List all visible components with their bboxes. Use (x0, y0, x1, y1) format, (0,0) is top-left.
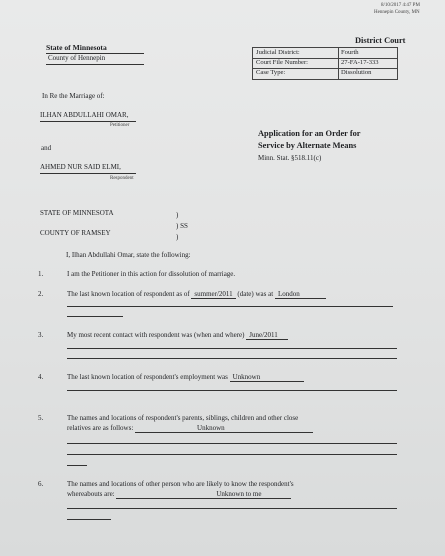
item-5-prefix: relatives are as follows: (67, 424, 134, 432)
county-heading: County of Hennepin (48, 54, 106, 62)
item-2-middle: (date) was at (237, 290, 274, 298)
case-info-label: Court File Number: (256, 59, 309, 66)
item-1-text: I am the Petitioner in this action for dissolution of marriage. (67, 270, 236, 278)
item-number: 4. (38, 373, 44, 381)
blank-line (67, 465, 87, 466)
and-word: and (41, 144, 52, 152)
item-number: 2. (38, 290, 44, 298)
filing-stamp-county: Hennepin County, MN (374, 10, 420, 15)
item-6-text-line2 (67, 490, 291, 498)
venue-county: COUNTY OF RAMSEY (40, 229, 111, 237)
venue-paren-bottom: ) (176, 233, 179, 241)
case-info-judicial-district (253, 49, 397, 57)
case-info-box (252, 47, 398, 80)
item-5-answer: Unknown (135, 424, 313, 433)
statute-citation: Minn. Stat. §518.11(c) (258, 154, 322, 162)
document-title-line1: Application for an Order for (258, 129, 361, 138)
document-title-line2: Service by Alternate Means (258, 141, 357, 150)
item-2-prefix: The last known location of respondent as of (67, 290, 190, 298)
respondent-name: AHMED NUR SAID ELMI, (40, 163, 121, 171)
item-4-answer: Unknown (230, 373, 305, 382)
item-2-location-answer: London (275, 290, 326, 299)
item-number: 3. (38, 331, 44, 339)
blank-line (67, 454, 397, 455)
respondent-role: Respondent (110, 176, 134, 181)
case-info-value: 27-FA-17-333 (341, 59, 379, 66)
case-info-label: Judicial District: (256, 49, 300, 56)
item-3-prefix: My most recent contact with respondent was (when and where) (67, 331, 245, 339)
case-info-case-type (253, 69, 397, 77)
blank-line (67, 358, 397, 359)
blank-line (67, 390, 397, 391)
item-6-text-line1: The names and locations of other person who are likely to know the respondent's (67, 480, 294, 488)
item-3-text (67, 331, 288, 339)
petitioner-name: ILHAN ABDULLAHI OMAR, (40, 111, 129, 119)
item-number: 5. (38, 414, 44, 422)
filing-stamp-datetime: 8/10/2017 4:47 PM (381, 3, 420, 8)
item-5-text-line2 (67, 424, 313, 432)
blank-line (67, 306, 393, 307)
venue-ss: ) SS (176, 222, 188, 230)
item-6-prefix: whereabouts are: (67, 490, 115, 498)
blank-line (67, 519, 111, 520)
item-6-answer: Unknown to me (116, 490, 291, 499)
county-rule (46, 64, 144, 65)
blank-line (67, 316, 123, 317)
petitioner-role: Petitioner (110, 123, 130, 128)
case-info-file-number (253, 59, 397, 67)
item-2-text (67, 290, 326, 298)
blank-line (67, 348, 397, 349)
in-re-line: In Re the Marriage of: (42, 92, 105, 100)
item-2-date-answer: summer/2011 (191, 290, 235, 299)
venue-paren-top: ) (176, 211, 179, 219)
item-number: 6. (38, 480, 44, 488)
petitioner-rule (40, 121, 136, 122)
item-5-text-line1: The names and locations of respondent's parents, siblings, children and other close (67, 414, 299, 422)
venue-state: STATE OF MINNESOTA (40, 209, 114, 217)
item-4-text (67, 373, 304, 381)
case-info-value: Fourth (341, 49, 359, 56)
item-3-answer: June/2011 (246, 331, 288, 340)
state-heading: State of Minnesota (46, 43, 107, 52)
intro-statement: I, Ilhan Abdullahi Omar, state the following: (66, 251, 191, 259)
item-4-prefix: The last known location of respondent's employment was (67, 373, 228, 381)
case-info-label: Case Type: (256, 69, 286, 76)
blank-line (67, 508, 397, 509)
court-heading: District Court (355, 36, 406, 45)
blank-line (67, 443, 397, 444)
case-info-value: Dissolution (341, 69, 372, 76)
item-number: 1. (38, 270, 44, 278)
respondent-rule (40, 173, 136, 174)
